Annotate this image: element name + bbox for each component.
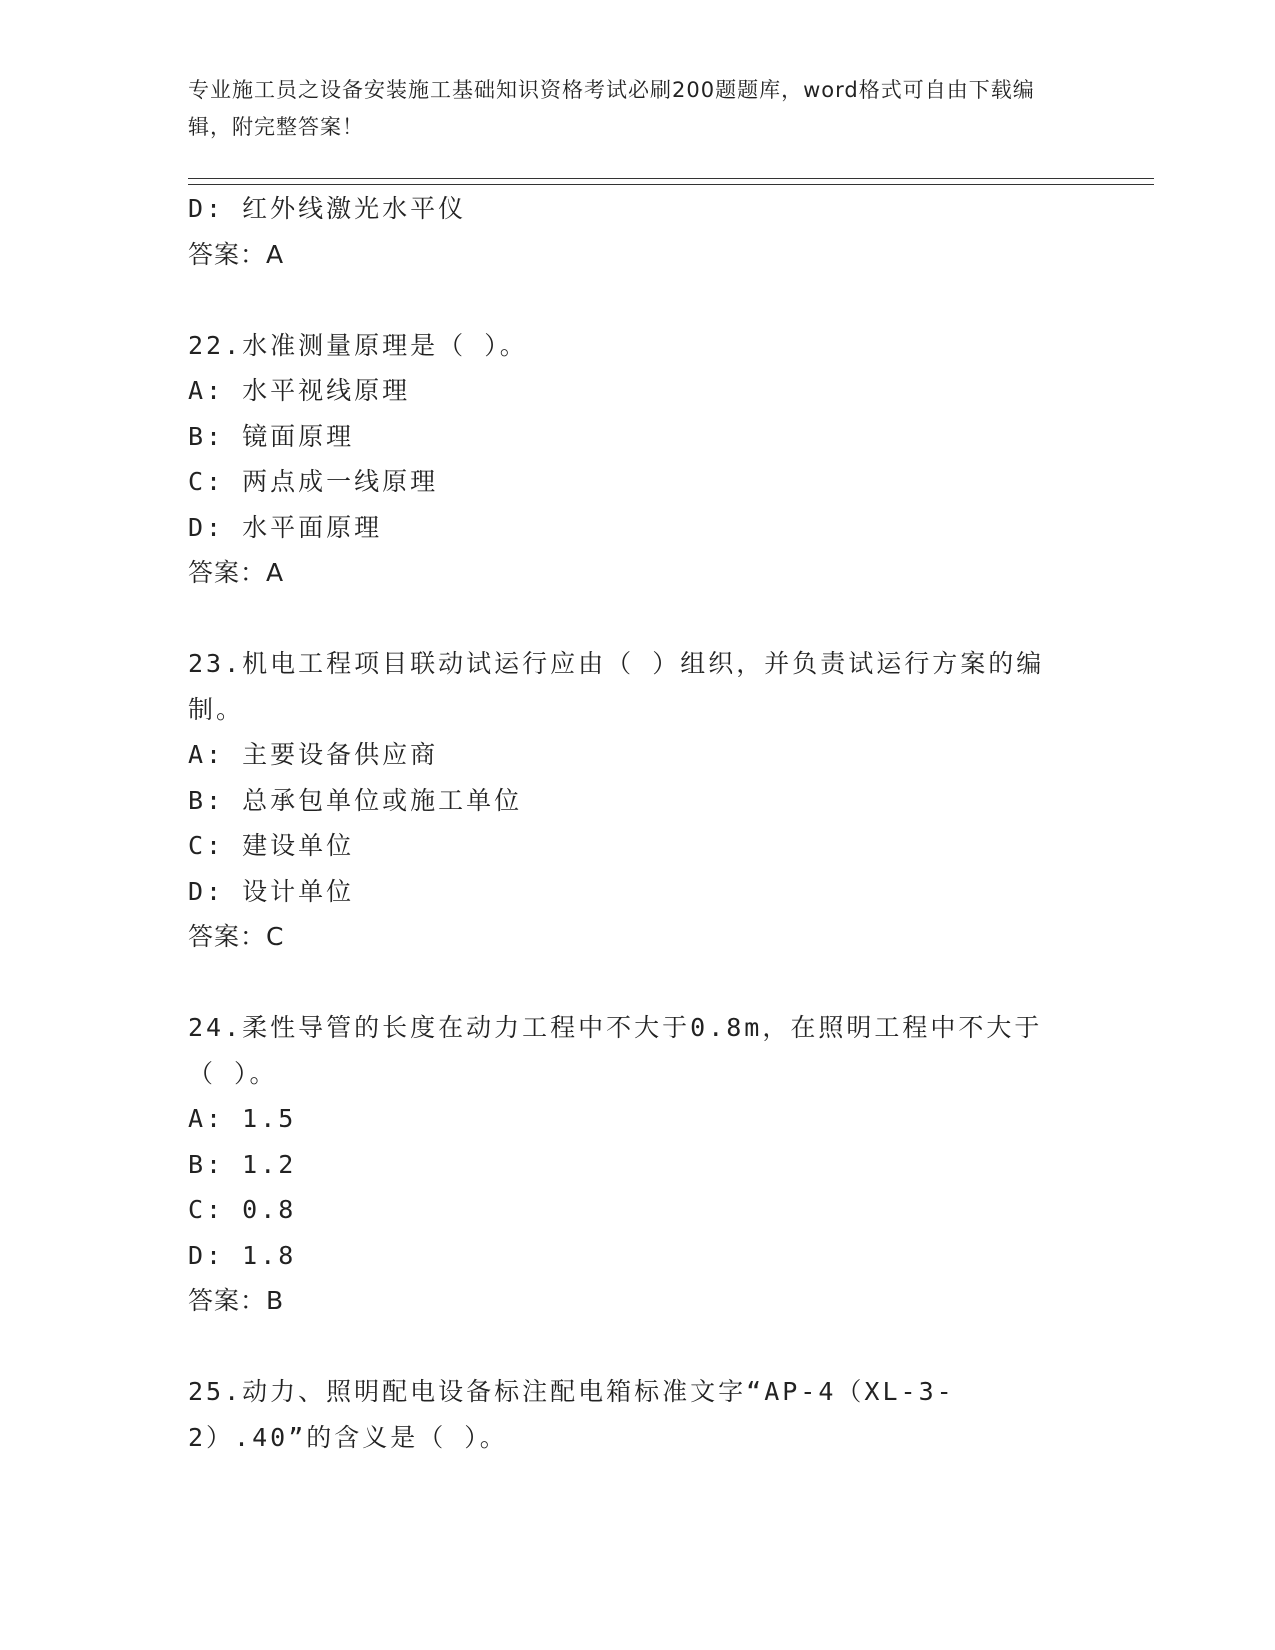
question-list — [188, 186, 1088, 1460]
spacer — [188, 960, 1088, 1006]
question-23-text: 23.机电工程项目联动试运行应由（ ）组织，并负责试运行方案的编制。 — [188, 649, 1045, 724]
question-24-text: 24.柔性导管的长度在动力工程中不大于0.8m，在照明工程中不大于（ ）。 — [188, 1013, 1043, 1088]
question-23-option-d: D: 设计单位 — [188, 876, 355, 906]
question-22-option-b: B: 镜面原理 — [188, 421, 355, 451]
question-24-option-a: A: 1.5 — [188, 1104, 297, 1133]
question-25-text: 25.动力、照明配电设备标注配电箱标准文字“AP-4（XL-3-2）.40”的含义是（ ）。 — [188, 1377, 955, 1452]
question-22-option-a: A: 水平视线原理 — [188, 376, 411, 405]
question-23-option-b: B: 总承包单位或施工单位 — [188, 785, 523, 815]
question-22-option-c: C: 两点成一线原理 — [188, 467, 439, 496]
spacer — [188, 596, 1088, 642]
question-23-answer: 答案：C — [188, 922, 285, 951]
spacer — [188, 277, 1088, 323]
prev-answer: 答案：A — [188, 239, 285, 269]
question-24-option-d: D: 1.8 — [188, 1240, 297, 1270]
spacer — [188, 1324, 1088, 1370]
prev-option-d: D: 红外线激光水平仪 — [188, 194, 467, 223]
question-22-option-d: D: 水平面原理 — [188, 512, 383, 542]
question-24-option-b: B: 1.2 — [188, 1149, 297, 1179]
question-23-option-a: A: 主要设备供应商 — [188, 740, 439, 769]
question-24-answer: 答案：B — [188, 1286, 285, 1315]
header-divider — [188, 178, 1154, 185]
question-23-option-c: C: 建设单位 — [188, 831, 355, 860]
document-header: 专业施工员之设备安装施工基础知识资格考试必刷200题题库，word格式可自由下载编辑，附完整答案！ — [188, 78, 1035, 139]
question-22-answer: 答案：A — [188, 558, 285, 587]
question-24-option-c: C: 0.8 — [188, 1195, 297, 1224]
question-22-text: 22.水准测量原理是（ ）。 — [188, 330, 528, 360]
